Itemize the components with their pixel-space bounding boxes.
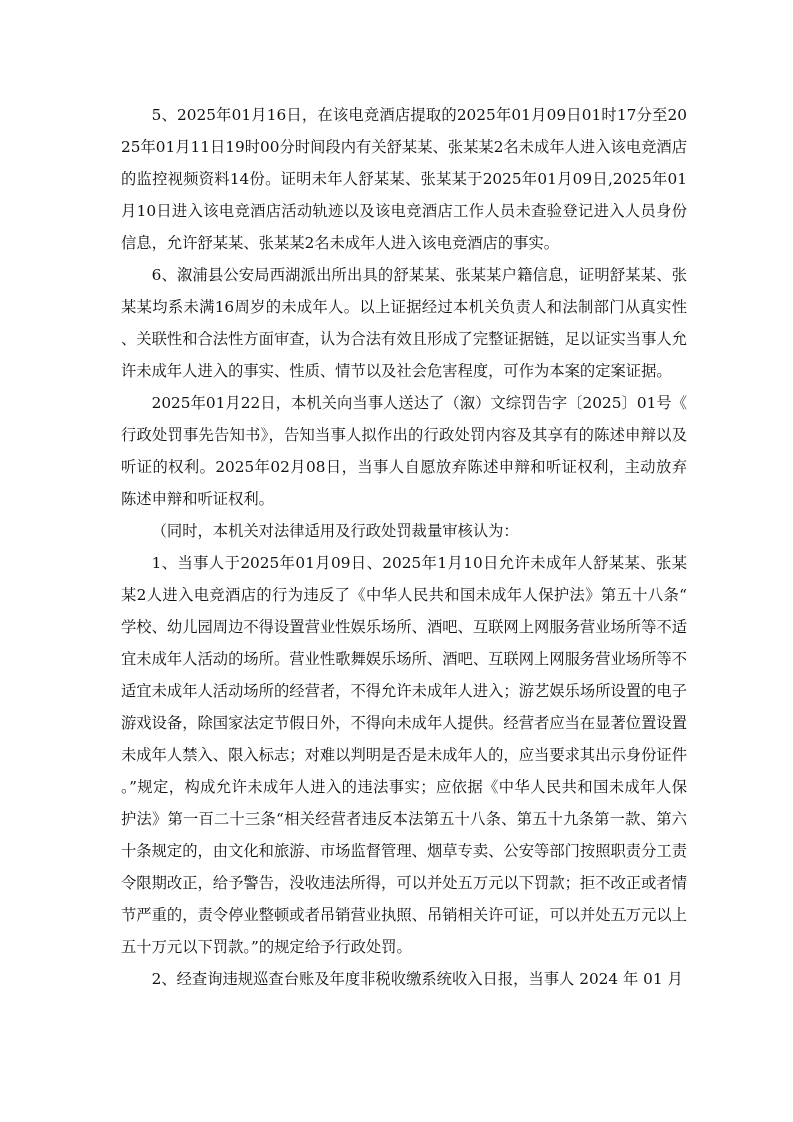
document-body (121, 99, 687, 995)
paragraph-review-intro: （同时，本机关对法律适用及行政处罚裁量审核认为： (151, 522, 519, 540)
paragraph-review-1: 1、当事人于2025年01月09日、2025年1月10日允许未成年人舒某某、张某某2人进入电竞酒店的行为违反了《中华人民共和国未成年人保护法》第五十八条“学校、幼儿园周边不得设置营业性娱乐场所、酒吧、互联网上网服务营业场所等不适宜未成年人活动的场所。营业性歌舞娱乐场所、酒吧、互联网上网服务营业场所等不适宜未成年人活动场所的经营者，不得允许未成年人进入；游艺娱乐场所设置的电子游戏设备，除国家法定节假日外，不得向未成年人提供。经营者应当在显著位置设置未成年人禁入、限入标志；对难以判明是否是未成年人的，应当要求其出示身份证件。”规定，构成允许未成年人进入的违法事实；应依据《中华人民共和国未成年人保护法》第一百二十三条“相关经营者违反本法第五十八条、第五十九条第一款、第六十条规定的，由文化和旅游、市场监督管理、烟草专卖、公安等部门按照职责分工责令限期改正，给予警告，没收违法所得，可以并处五万元以下罚款；拒不改正或者情节严重的，责令停业整顿或者吊销营业执照、吊销相关许可证，可以并处五万元以上五十万元以下罚款。”的规定给予行政处罚。 (121, 554, 687, 956)
paragraph-evidence-6: 6、溆浦县公安局西湖派出所出具的舒某某、张某某户籍信息，证明舒某某、张某某均系未满16周岁的未成年人。以上证据经过本机关负责人和法制部门从真实性、关联性和合法性方面审查，认为合法有效且形成了完整证据链，足以证实当事人允许未成年人进入的事实、性质、情节以及社会危害程度，可作为本案的定案证据。 (121, 266, 687, 380)
paragraph-notice: 2025年01月22日，本机关向当事人送达了（溆）文综罚告字〔2025〕01号《行政处罚事先告知书》，告知当事人拟作出的行政处罚内容及其享有的陈述申辩以及听证的权利。2025年02月08日，当事人自愿放弃陈述申辩和听证权利，主动放弃陈述申辩和听证权利。 (121, 394, 687, 508)
paragraph-evidence-5: 5、2025年01月16日，在该电竞酒店提取的2025年01月09日01时17分至2025年01月11日19时00分时间段内有关舒某某、张某某2名未成年人进入该电竞酒店的监控视频资料14份。证明未年人舒某某、张某某于2025年01月09日,2025年01月10日进入该电竞酒店活动轨迹以及该电竞酒店工作人员未查验登记进入人员身份信息，允许舒某某、张某某2名未成年人进入该电竞酒店的事实。 (121, 106, 687, 252)
paragraph-review-2: 2、经查询违规巡查台账及年度非税收缴系统收入日报，当事人 2024 年 01 月 (151, 970, 683, 988)
